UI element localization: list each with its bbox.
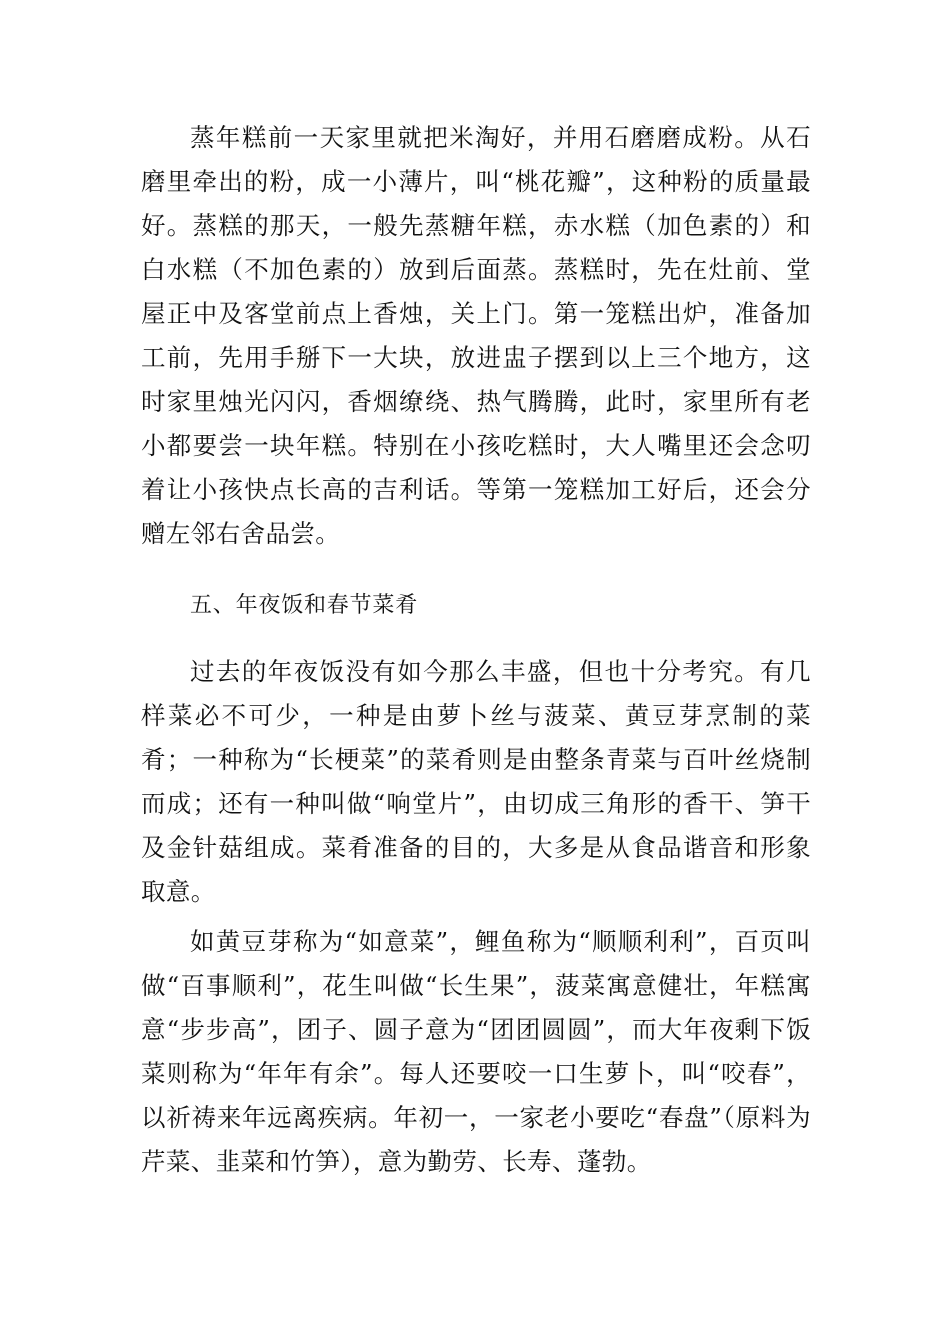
paragraph-new-year-eve-dinner: 过去的年夜饭没有如今那么丰盛，但也十分考究。有几样菜必不可少，一种是由萝卜丝与菠菜、黄豆芽烹制的菜肴；一种称为“长梗菜”的菜肴则是由整条青菜与百叶丝烧制而成；还有一种叫做“响堂片”，由切成三角形的香干、笋干及金针菇组成。菜肴准备的目的，大多是从食品谐音和形象取意。: [141, 657, 811, 906]
section-heading: 五、年夜饭和春节菜肴: [190, 593, 419, 618]
paragraph-dish-meanings: 如黄豆芽称为“如意菜”，鲤鱼称为“顺顺利利”，百页叫做“百事顺利”，花生叫做“长生果”，菠菜寓意健壮，年糕寓意“步步高”，团子、圆子意为“团团圆圆”，而大年夜剩下饭菜则称为“年年有余”。每人还要咬一口生萝卜，叫“咬春”，以祈祷来年远离疾病。年初一，一家老小要吃“春盘”（原料为芹菜、韭菜和竹笋），意为勤劳、长寿、蓬勃。: [141, 927, 811, 1176]
paragraph-rice-cake-steaming: 蒸年糕前一天家里就把米淘好，并用石磨磨成粉。从石磨里牵出的粉，成一小薄片，叫“桃花瓣”，这种粉的质量最好。蒸糕的那天，一般先蒸糖年糕，赤水糕（加色素的）和白水糕（不加色素的）放到后面蒸。蒸糕时，先在灶前、堂屋正中及客堂前点上香烛，关上门。第一笼糕出炉，准备加工前，先用手掰下一大块，放进盅子摆到以上三个地方，这时家里烛光闪闪，香烟缭绕、热气腾腾，此时，家里所有老小都要尝一块年糕。特别在小孩吃糕时，大人嘴里还会念叨着让小孩快点长高的吉利话。等第一笼糕加工好后，还会分赠左邻右舍品尝。: [141, 123, 811, 548]
